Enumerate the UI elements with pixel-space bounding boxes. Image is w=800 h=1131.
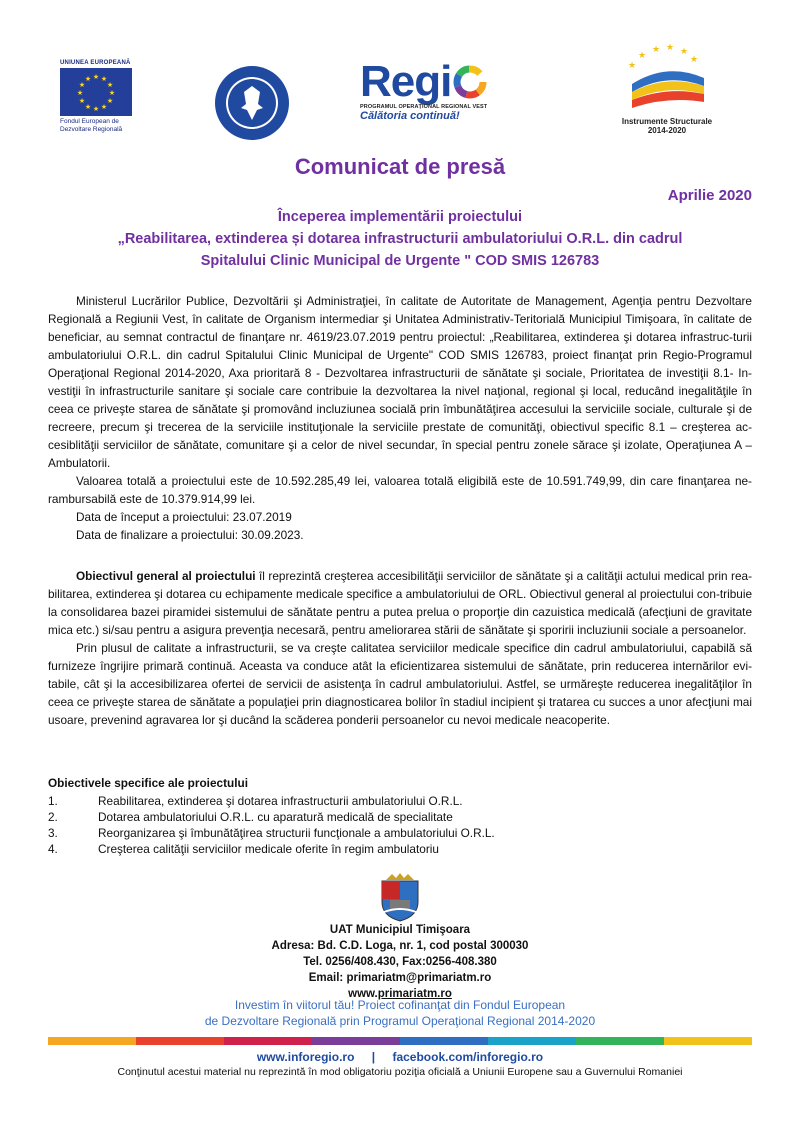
stripe-segment <box>664 1037 752 1045</box>
regio-wordmark: Regi <box>360 57 452 106</box>
contact-address: Adresa: Bd. C.D. Loga, nr. 1, cod postal 300030 <box>271 940 529 952</box>
svg-text:★: ★ <box>92 73 100 81</box>
start-date: Data de început a proiectului: 23.07.2019 <box>76 510 292 524</box>
list-item-text: Creşterea calităţii serviciilor medicale oferite în regim ambulatoriu <box>98 842 439 856</box>
cofinancing-line-2: de Dezvoltare Regională prin Programul Operaţional Regional 2014-2020 <box>204 1014 596 1028</box>
list-item <box>48 825 495 841</box>
objective-heading: Obiectivul general al proiectului <box>76 569 256 583</box>
specific-objectives-list <box>48 793 495 857</box>
project-title <box>40 206 760 272</box>
disclaimer: Conţinutul acestui material nu reprezintă în mod obligatoriu poziţia oficială a Uniunii Europene sau a Guvernului Romaniei <box>117 1066 683 1078</box>
list-item-number: 2. <box>48 810 58 824</box>
list-item <box>48 793 495 809</box>
regio-program-name: PROGRAMUL OPERAȚIONAL REGIONAL VEST <box>360 104 488 110</box>
intro-section <box>48 292 752 544</box>
stripe-segment <box>576 1037 664 1045</box>
eu-logo-title: UNIUNEA EUROPEANĂ <box>60 60 131 66</box>
project-title-line-1: Începerea implementării proiectului <box>277 209 523 225</box>
specific-objectives-title: Obiectivele specifice ale proiectului <box>48 776 248 790</box>
value-paragraph: Valoarea totală a proiectului este de 10.592.285,49 lei, valoarea totală eligibilă este de 10.591.749,99, din care finanţarea ne-rambursabilă este de 10.379.914,99 lei. <box>48 474 752 506</box>
list-item-number: 1. <box>48 794 58 808</box>
objective-section <box>48 567 752 729</box>
regio-logo <box>360 57 520 130</box>
stripe-segment <box>400 1037 488 1045</box>
svg-text:★: ★ <box>689 55 699 65</box>
page-title: Comunicat de presă <box>294 154 506 179</box>
contact-block <box>0 922 800 1002</box>
objective-paragraph <box>48 567 752 639</box>
svg-text:★: ★ <box>92 105 100 113</box>
facebook-link[interactable]: facebook.com/inforegio.ro <box>392 1050 544 1064</box>
eu-flag-icon <box>60 68 132 116</box>
list-item-text: Dotarea ambulatoriului O.R.L. cu aparatură medicală de specialitate <box>98 810 453 824</box>
stripe-segment <box>224 1037 312 1045</box>
list-item-number: 4. <box>48 842 58 856</box>
structural-instruments-title: Instrumente Structurale <box>621 117 713 126</box>
svg-text:★: ★ <box>100 75 108 83</box>
svg-text:★: ★ <box>106 81 114 89</box>
svg-text:★: ★ <box>651 45 661 55</box>
structural-instruments-label <box>612 117 722 135</box>
objective-text: îl reprezintă creşterea accesibilităţii serviciilor de sănătate şi a calităţii actului medical prin rea-bilitarea, extinderea şi dotarea cu echipamente medicale specifice a ambulatoriului de ORL. Obiectivul general al proiectului con-tribuie la consolidarea bazei piramidei sistemului de sănătate pentru a putea prelua o proporţie din cazuistica medicală (afecţiuni de gravitate mica etc.) si/sau pentru a asigura prevenţia necesară, pentru ameliorarea stării de sănătate şi sporirii incluziunii sociale a persoanelor. <box>48 569 753 637</box>
color-stripe-divider <box>48 1037 752 1045</box>
release-date: Aprilie 2020 <box>667 187 752 204</box>
svg-text:★: ★ <box>108 89 116 97</box>
structural-instruments-years: 2014-2020 <box>647 126 687 135</box>
svg-text:★: ★ <box>106 97 114 105</box>
quality-paragraph: Prin plusul de calitate a infrastructurii, se va creşte calitatea serviciilor medicale specifice din cadrul ambulatoriului, capabilă să furnizeze îngrijire primară continuă. Aceasta va conduce atât la eficientizarea sistemului de sănătate, prin reducerea internărilor evi-tabile, cât şi la accesibilizarea ofertei de servicii de asistenţa în cadrul ambulatoriului. Astfel, se urmăreşte reducerea inegalităţilor în ceea ce priveşte starea de sănătate a populaţiei prin diagnosticarea bolilor în stadiul incipient şi tratarea cu succes a unor afecţiuni mai usoare, prevenind agravarea lor şi ducând la scăderea ponderii persoanelor cu nevoi medicale neacoperite. <box>48 641 752 727</box>
website-prefix: www. <box>348 988 378 1000</box>
intro-paragraph: Ministerul Lucrărilor Publice, Dezvoltării şi Administraţiei, în calitate de Autoritate de Management, Agenţia pentru Dezvoltare Regională a Regiunii Vest, în calitate de Organism intermediar şi Unitatea Administrativ-Teritorială Municipiul Timişoara, în calitate de beneficiar, au semnat contractul de finanţare nr. 4619/23.07.2019 pentru proiectul: „Reabilitarea, extinderea şi dotarea infrastruc-turii ambulatoriului O.R.L. din cadrul Spitalului Clinic Municipal de Urgente" COD SMIS 126783, proiect finanţat prin Regio-Programul Operaţional Regional 2014-2020, Axa prioritară 8 - Dezvoltarea infrastructurii de sănătate şi sociale, Prioritatea de investiţii 8.1- In-vestiţii în infrastructurile sanitare şi sociale care contribuie la dezvoltarea la nivel naţional, regional şi local, reducând inegalităţile în ceea ce priveşte starea de sănătate şi promovând incluziunea socială prin îmbunătăţirea accesului la serviciile sociale, culturale şi de recreere, precum şi trecerea de la serviciile instituţionale la serviciile prestate de comunităţi, obiectivul specific 8.1 – creşterea ac-cesiblităţii serviciilor de sănătate, comunitare şi a celor de nivel secundar, în special pentru zonele sărace şi izolate, Operaţiunea A – Ambulatorii. <box>48 294 752 470</box>
stripe-segment <box>488 1037 576 1045</box>
contact-email[interactable]: Email: primariatm@primariatm.ro <box>308 972 492 984</box>
structural-instruments-logo <box>612 44 722 144</box>
contact-org: UAT Municipiul Timişoara <box>329 924 471 936</box>
list-item-text: Reorganizarea şi îmbunătăţirea structurii funcţionale a ambulatoriului O.R.L. <box>98 826 495 840</box>
end-date: Data de finalizare a proiectului: 30.09.2023. <box>76 528 304 542</box>
project-title-line-2: „Reabilitarea, extinderea și dotarea infrastructurii ambulatoriului O.R.L. din cadrul <box>117 231 683 247</box>
list-item-number: 3. <box>48 826 58 840</box>
svg-text:★: ★ <box>100 103 108 111</box>
government-seal-logo <box>213 64 291 142</box>
stripe-segment <box>136 1037 224 1045</box>
eu-logo <box>60 60 138 134</box>
cofinancing-note <box>0 997 800 1029</box>
eu-logo-sub-2: Dezvoltare Regională <box>60 126 123 133</box>
cofinancing-line-1: Investim în viitorul tău! Proiect cofinanţat din Fondul European <box>234 998 566 1012</box>
inforegio-link[interactable]: www.inforegio.ro <box>256 1050 355 1064</box>
stripe-segment <box>48 1037 136 1045</box>
city-crest-icon <box>378 872 422 922</box>
svg-text:★: ★ <box>665 44 675 53</box>
structural-instruments-icon <box>612 44 722 112</box>
svg-text:★: ★ <box>84 75 92 83</box>
list-item <box>48 841 495 857</box>
svg-text:★: ★ <box>637 51 647 61</box>
footer-separator: | <box>371 1050 376 1064</box>
list-item <box>48 809 495 825</box>
regio-o-icon <box>453 65 487 99</box>
contact-phone: Tel. 0256/408.430, Fax:0256-408.380 <box>303 956 497 968</box>
svg-text:★: ★ <box>78 97 86 105</box>
svg-text:★: ★ <box>627 61 637 71</box>
project-title-line-3: Spitalului Clinic Municipal de Urgente " COD SMIS 126783 <box>200 253 600 269</box>
svg-text:★: ★ <box>78 81 86 89</box>
list-item-text: Reabilitarea, extinderea şi dotarea infrastructurii ambulatoriului O.R.L. <box>98 794 463 808</box>
regio-tagline: Călătoria continuă! <box>360 110 460 122</box>
website-link[interactable]: primariatm.ro <box>377 988 452 1000</box>
stripe-segment <box>312 1037 400 1045</box>
svg-text:★: ★ <box>84 103 92 111</box>
footer-links <box>0 1050 800 1064</box>
eu-logo-sub-1: Fondul European de <box>60 118 119 125</box>
svg-text:★: ★ <box>76 89 84 97</box>
svg-text:★: ★ <box>679 47 689 57</box>
eu-logo-subtitle <box>60 118 138 134</box>
